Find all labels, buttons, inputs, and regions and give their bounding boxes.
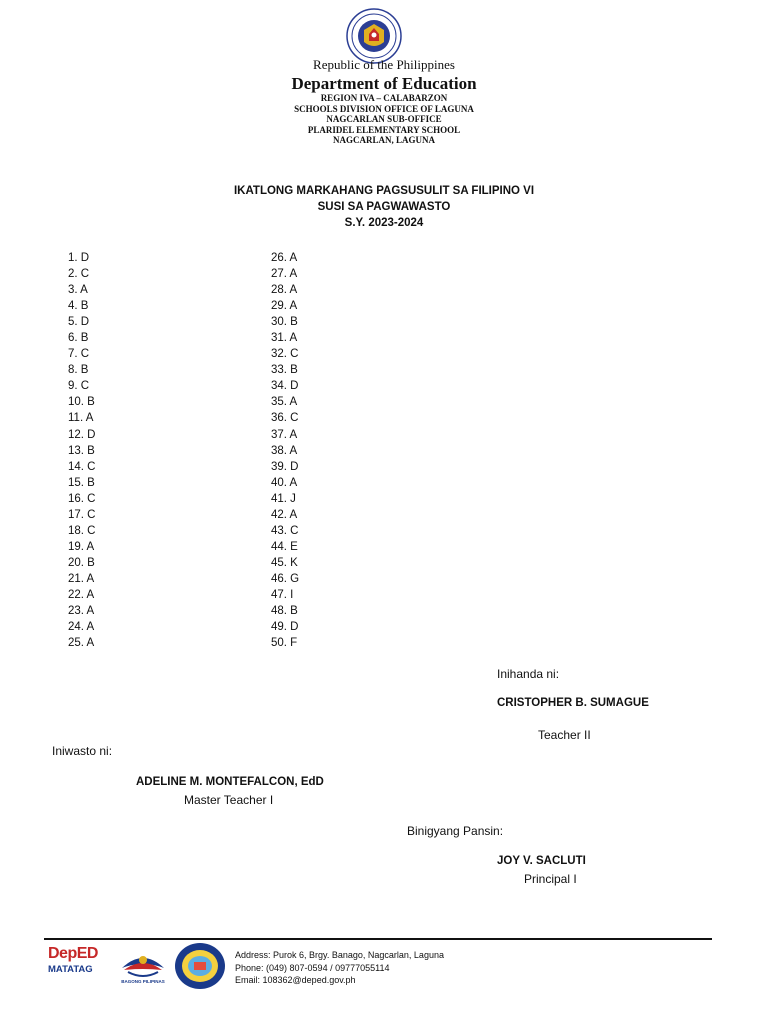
answer-item: 17. C [68, 508, 96, 521]
answer-item: 47. I [271, 588, 294, 601]
answer-item: 23. A [68, 605, 95, 618]
deped-seal-logo [346, 8, 402, 64]
answer-item: 26. A [271, 252, 298, 264]
answer-item: 30. B [271, 316, 298, 329]
answer-key-column-2 [271, 250, 299, 651]
department-title: Department of Education [291, 74, 477, 93]
answer-item: 50. F [271, 637, 298, 650]
answer-item: 28. A [271, 284, 298, 297]
matatag-logo-text: MATATAG [48, 964, 93, 975]
checked-by-name: ADELINE M. MONTEFALCON, EdD [136, 776, 324, 788]
answer-item: 38. A [271, 444, 298, 457]
answer-item: 8. B [68, 364, 89, 377]
noted-by-label: Binigyang Pansin: [407, 824, 504, 838]
answer-item: 9. C [68, 380, 90, 393]
answer-item: 45. K [271, 556, 298, 569]
answer-item: 48. B [271, 605, 298, 618]
answer-item: 39. D [271, 460, 299, 473]
answer-item: 3. A [68, 284, 88, 297]
answer-item: 41. J [271, 492, 296, 505]
answer-item: 12. D [68, 428, 96, 441]
answer-item: 37. A [271, 428, 298, 441]
answer-item: 18. C [68, 524, 96, 537]
answer-item: 6. B [68, 332, 89, 345]
footer-divider [44, 938, 712, 940]
answer-item: 27. A [271, 268, 298, 281]
footer-address: Address: Purok 6, Brgy. Banago, Nagcarlan, Laguna [235, 950, 444, 960]
answer-item: 40. A [271, 476, 298, 489]
region-line: REGION IVA – CALABARZON [320, 93, 448, 103]
answer-item: 43. C [271, 524, 299, 537]
sub-office-line: NAGCARLAN SUB-OFFICE [326, 114, 442, 124]
deped-matatag-logo [48, 945, 110, 989]
checked-by-label: Iniwasto ni: [52, 744, 113, 758]
answer-item: 34. D [271, 380, 299, 393]
answer-item: 11. A [68, 412, 94, 425]
school-line: PLARIDEL ELEMENTARY SCHOOL [307, 124, 461, 135]
checked-by-position: Master Teacher I [184, 793, 274, 807]
answer-item: 19. A [68, 540, 95, 553]
answer-item: 46. G [271, 572, 300, 585]
answer-key-column-1 [68, 250, 96, 651]
answer-item: 22. A [68, 588, 95, 601]
answer-item: 14. C [68, 460, 96, 473]
noted-by-name: JOY V. SACLUTI [497, 855, 586, 867]
prepared-by-label: Inihanda ni: [497, 667, 560, 681]
answer-item: 42. A [271, 508, 298, 521]
answer-item: 15. B [68, 476, 95, 489]
deped-logo-text: DepED [48, 945, 98, 962]
school-seal-logo [173, 942, 227, 990]
noted-by-position: Principal I [524, 872, 577, 886]
prepared-by-position: Teacher II [538, 728, 591, 742]
division-line: SCHOOLS DIVISION OFFICE OF LAGUNA [294, 103, 474, 114]
answer-item: 35. A [271, 396, 298, 409]
title-line-1: IKATLONG MARKAHANG PAGSUSULIT SA FILIPINO VI [233, 185, 535, 197]
prepared-by-name: CRISTOPHER B. SUMAGUE [497, 697, 649, 709]
title-line-3: S.Y. 2023-2024 [344, 217, 424, 229]
answer-item: 32. C [271, 348, 299, 361]
bagong-pilipinas-text: BAGONG PILIPINAS [121, 979, 165, 984]
answer-item: 16. C [68, 492, 96, 505]
answer-item: 10. B [68, 396, 95, 409]
location-line: NAGCARLAN, LAGUNA [332, 135, 435, 145]
answer-item: 33. B [271, 364, 298, 377]
footer-contact [235, 949, 444, 987]
answer-item: 2. C [68, 268, 90, 281]
answer-item: 36. C [271, 412, 299, 425]
answer-item: 13. B [68, 444, 95, 457]
answer-item: 4. B [68, 300, 89, 313]
title-line-2: SUSI SA PAGWAWASTO [317, 201, 451, 213]
document-title [0, 183, 768, 231]
answer-item: 31. A [271, 332, 298, 345]
answer-item: 7. C [68, 348, 90, 361]
footer-phone: Phone: (049) 807-0594 / 09777055114 [235, 962, 390, 973]
answer-item: 20. B [68, 556, 95, 569]
office-block [0, 93, 768, 146]
republic-line: Republic of the Philippines [313, 57, 455, 72]
answer-item: 24. A [68, 621, 95, 634]
answer-item: 5. D [68, 316, 90, 329]
answer-item: 25. A [68, 637, 95, 650]
answer-item: 44. E [271, 540, 298, 553]
answer-item: 1. D [68, 252, 90, 264]
answer-item: 29. A [271, 300, 298, 313]
answer-item: 21. A [68, 572, 95, 585]
answer-item: 49. D [271, 621, 299, 634]
footer-email: Email: 108362@deped.gov.ph [235, 975, 356, 985]
